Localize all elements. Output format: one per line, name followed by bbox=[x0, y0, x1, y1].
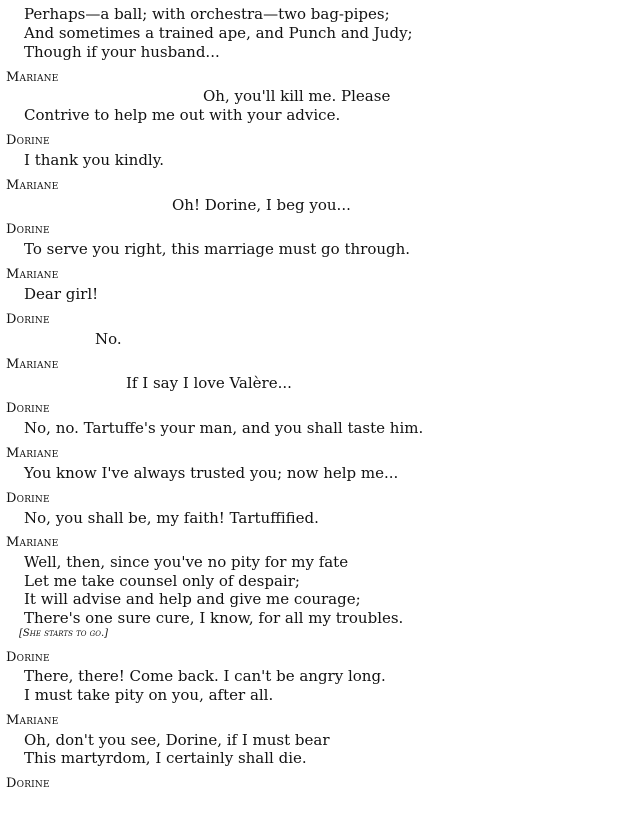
verse-line: Contrive to help me out with your advice. bbox=[24, 106, 341, 124]
verse-line: You know I've always trusted you; now help me... bbox=[24, 464, 399, 482]
speaker-name: Mariane bbox=[6, 178, 59, 193]
speaker-name: Mariane bbox=[6, 713, 59, 728]
speaker-name: Dorine bbox=[6, 491, 50, 506]
verse-line: I must take pity on you, after all. bbox=[24, 686, 274, 704]
verse-line: There's one sure cure, I know, for all my troubles. bbox=[24, 609, 404, 627]
speaker-name: Mariane bbox=[6, 535, 59, 550]
speaker-name: Dorine bbox=[6, 133, 50, 148]
verse-line: Let me take counsel only of despair; bbox=[24, 572, 300, 590]
speaker-name: Dorine bbox=[6, 312, 50, 327]
speaker-name: Mariane bbox=[6, 267, 59, 282]
speaker-name: Mariane bbox=[6, 70, 59, 85]
verse-line: Perhaps—a ball; with orchestra—two bag-pipes; bbox=[24, 5, 390, 23]
stage-direction: [She starts to go.] bbox=[19, 628, 109, 639]
verse-line: Oh, don't you see, Dorine, if I must bear bbox=[24, 731, 330, 749]
verse-line: Oh, you'll kill me. Please bbox=[203, 87, 391, 105]
verse-line: No. bbox=[95, 330, 122, 348]
verse-line: It will advise and help and give me courage; bbox=[24, 590, 361, 608]
verse-line: This martyrdom, I certainly shall die. bbox=[24, 749, 307, 767]
verse-line: There, there! Come back. I can't be angry long. bbox=[24, 667, 386, 685]
speaker-name: Mariane bbox=[6, 446, 59, 461]
verse-line: Though if your husband... bbox=[24, 43, 220, 61]
verse-line: I thank you kindly. bbox=[24, 151, 164, 169]
verse-line: Well, then, since you've no pity for my fate bbox=[24, 553, 349, 571]
verse-line: Oh! Dorine, I beg you... bbox=[172, 196, 351, 214]
verse-line: To serve you right, this marriage must go through. bbox=[24, 240, 411, 258]
speaker-name: Dorine bbox=[6, 776, 50, 791]
verse-line: If I say I love Valère... bbox=[126, 374, 292, 392]
speaker-name: Mariane bbox=[6, 357, 59, 372]
speaker-name: Dorine bbox=[6, 222, 50, 237]
speaker-name: Dorine bbox=[6, 650, 50, 665]
verse-line: And sometimes a trained ape, and Punch and Judy; bbox=[24, 24, 413, 42]
verse-line: No, no. Tartuffe's your man, and you shall taste him. bbox=[24, 419, 424, 437]
verse-line: No, you shall be, my faith! Tartuffified. bbox=[24, 509, 319, 527]
verse-line: Dear girl! bbox=[24, 285, 99, 303]
speaker-name: Dorine bbox=[6, 401, 50, 416]
